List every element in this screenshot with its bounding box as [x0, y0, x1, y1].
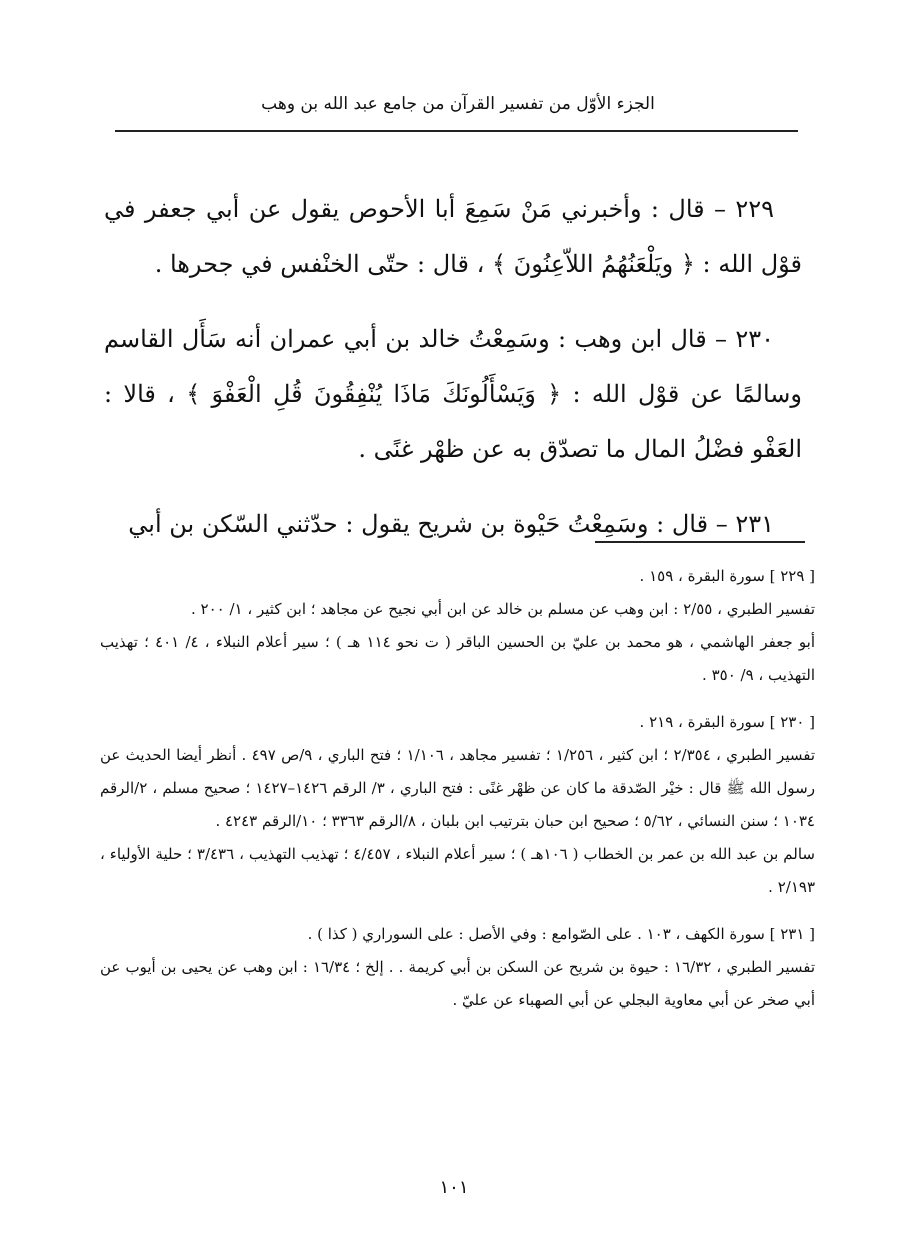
- main-text-body: [104, 182, 802, 552]
- footnotes-section: [100, 560, 815, 1031]
- page-number: ١٠١: [439, 1177, 469, 1198]
- paragraph-230: ٢٣٠ – قال ابن وهب : وسَمِعْتُ خالد بن أبي عمران أنه سَأَل القاسم وسالمًا عن قوْل الله : ﴿ وَيَسْأَلُونَكَ مَاذَا يُنْفِقُونَ قُلِ الْعَفْوَ ﴾ ، قالا : العَفْو فضْلُ المال ما تصدّق به عن ظهْر غنًى .: [104, 325, 802, 463]
- footnote-230: [100, 706, 815, 904]
- footnote-line: تفسير الطبري ، ٢/٣٥٤ ؛ ابن كثير ، ١/٢٥٦ ؛ تفسير مجاهد ، ١/١٠٦ ؛ فتح الباري ، ٩/ص ٤٩٧ . أنظر أيضا الحديث عن رسول الله ﷺ قال : خيْر الصّدقة ما كان عن ظهْر غنًى : فتح الباري ، ٣/ الرقم ١٤٢٦–١٤٢٧ ؛ صحيح مسلم ، ٢/الرقم ١٠٣٤ ؛ سنن النسائي ، ٥/٦٢ ؛ صحيح ابن حبان بترتيب ابن بلبان ، ٨/الرقم ٣٣٦٣ ؛ ١٠/الرقم ٤٢٤٣ .: [100, 746, 815, 830]
- footnote-divider: [595, 541, 805, 543]
- footnote-231: [100, 918, 815, 1017]
- footnote-line: أبو جعفر الهاشمي ، هو محمد بن عليّ بن الحسين الباقر ( ت نحو ١١٤ هـ ) ؛ سير أعلام النبلاء ، ٤/ ٤٠١ ؛ تهذيب التهذيب ، ٩/ ٣٥٠ .: [100, 633, 815, 684]
- paragraph-229: ٢٢٩ – قال : وأخبرني مَنْ سَمِعَ أبا الأحوص يقول عن أبي جعفر في قوْل الله : ﴿ ويَلْعَنُهُمُ اللاّعِنُونَ ﴾ ، قال : حتّى الخنْفس في جحرها .: [104, 195, 802, 278]
- footnote-line: [ ٢٣١ ] سورة الكهف ، ١٠٣ . على الصّوامع : وفي الأصل : على السوراري ( كذا ) .: [307, 925, 815, 943]
- header-divider: [115, 130, 798, 132]
- paragraph-231: ٢٣١ – قال : وسَمِعْتُ حَيْوة بن شريح يقول : حدّثني السّكن بن أبي: [128, 510, 774, 538]
- footnote-line: [ ٢٣٠ ] سورة البقرة ، ٢١٩ .: [639, 713, 815, 731]
- running-header: الجزء الأوّل من تفسير القرآن من جامع عبد الله بن وهب: [261, 94, 655, 114]
- footnote-line: [ ٢٢٩ ] سورة البقرة ، ١٥٩ .: [639, 567, 815, 585]
- footnote-line: سالم بن عبد الله بن عمر بن الخطاب ( ١٠٦هـ ) ؛ سير أعلام النبلاء ، ٤/٤٥٧ ؛ تهذيب التهذيب ، ٣/٤٣٦ ؛ حلية الأولياء ، ٢/١٩٣ .: [100, 845, 815, 896]
- footnote-line: تفسير الطبري ، ١٦/٣٢ : حيوة بن شريح عن السكن بن أبي كريمة . . إلخ ؛ ١٦/٣٤ : ابن وهب عن يحيى بن أيوب عن أبي صخر عن أبي معاوية البجلي عن أبي الصهباء عن عليّ .: [100, 958, 816, 1009]
- footnote-229: [100, 560, 815, 692]
- footnote-line: تفسير الطبري ، ٢/٥٥ : ابن وهب عن مسلم بن خالد عن ابن أبي نجيح عن مجاهد ؛ ابن كثير ، ١/ ٢٠٠ .: [191, 600, 815, 618]
